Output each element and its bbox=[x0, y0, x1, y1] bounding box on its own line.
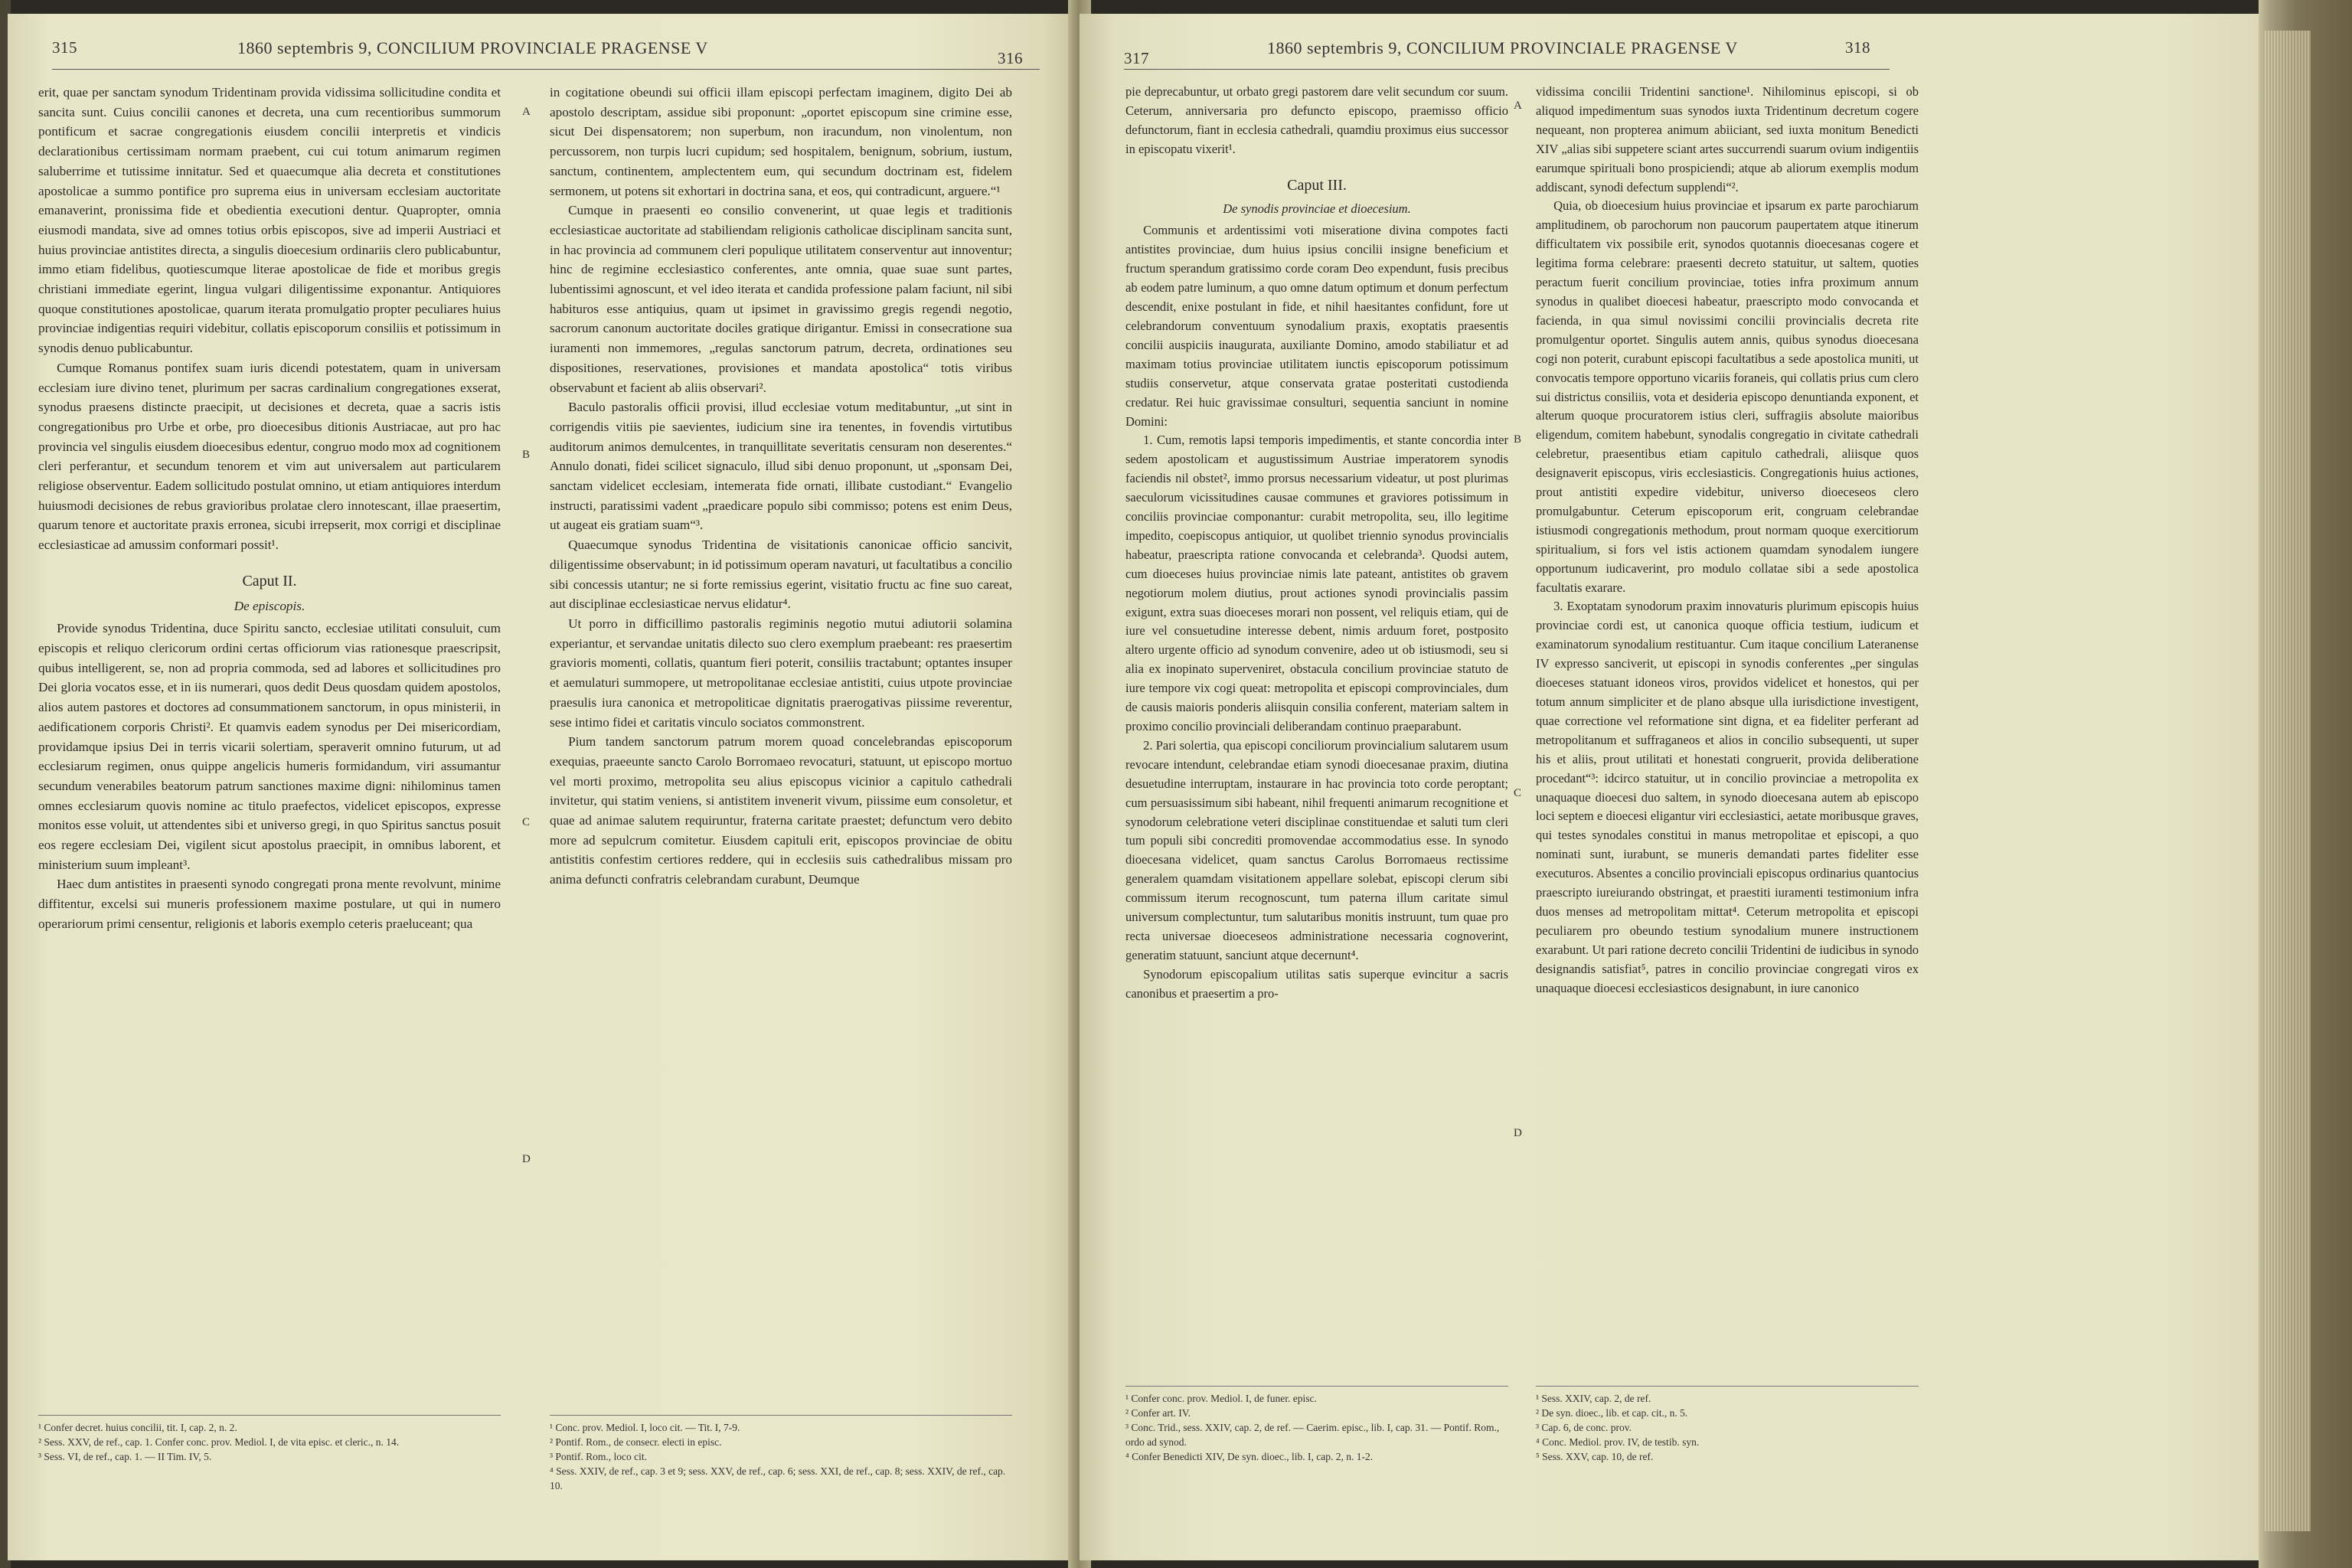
footnote: ² Pontif. Rom., de consecr. electi in episc. bbox=[550, 1436, 722, 1448]
page-number-315: 315 bbox=[52, 38, 77, 57]
footnote: ⁴ Confer Benedicti XIV, De syn. dioec., lib. I, cap. 2, n. 1-2. bbox=[1125, 1451, 1374, 1462]
running-title-left: 1860 septembris 9, CONCILIUM PROVINCIALE PRAGENSE V bbox=[237, 38, 708, 57]
left-page-column-1 bbox=[38, 83, 501, 934]
footnote: ¹ Confer decret. huius concilii, tit. I, cap. 2, n. 2. bbox=[38, 1422, 237, 1433]
paragraph: 1. Cum, remotis lapsi temporis impedimentis, et stante concordia inter sedem apostolicam et augustissimum Austriae imperatorem synodis faciendis nil obstet², immo prorsus necessarium videatur, ut post plurimas saeculorum vicissitudines causae communes et graviores potissimum in conciliis provinciae componantur: curabit metropolita, seu, illo legitime impedito, coepiscopus antiquior, ut quolibet triennio synodus provincialis habeatur, praescripta ratione convocanda et celebranda³. Quodsi autem, cum dioeceses huius provinciae nimis late pateant, antistites ob gravem negotiorum molem diutius, prout actiones synodi provincialis passim exigunt, extra suas dioeceses morari non possent, vel reliquis etiam, qui de iure vel consuetudine interesse debent, nimis arduum foret, postposito altero urgente officio ad synodum convenire, adeo ut ob istiusmodi, seu si alia ex inopinato superveniret, obstacula concilium provinciae statuto de iure tempore vix cogi queat: metropolita et episcopi comprovinciales, dum de causis maioris ponderis aliisquin consilia conferent, materiam saltem in proximo concilio provinciali deliberandam continuo praeparabunt. bbox=[1125, 433, 1508, 733]
left-page-footnotes-2 bbox=[550, 1415, 1012, 1493]
paragraph: Synodorum episcopalium utilitas satis superque evincitur a sacris canonibus et praesertim a pro- bbox=[1125, 966, 1508, 1001]
paragraph: Quaecumque synodus Tridentina de visitationis canonicae officio sancivit, diligentissime observabunt; in id potissimum operam navaturi, ut facultatibus a concilio sibi concessis utantur; ne si forte remissius egerint, visitatio fructu ac fine suo careat, aut disciplinae ecclesiasticae nervus elidatur⁴. bbox=[550, 537, 1012, 612]
section-subtitle: De episcopis. bbox=[234, 598, 305, 613]
header-rule bbox=[1124, 69, 1890, 70]
section-heading: Caput II. bbox=[242, 572, 297, 590]
running-head-left bbox=[8, 38, 1076, 67]
paragraph: Provide synodus Tridentina, duce Spiritu sancto, ecclesiae utilitati consuluit, cum episcopis et reliquo clericorum ordini certas officiorum vias rationesque praescripsit, quibus intelligerent, se, non ad propria commoda, sed ad labores et sollicitudines pro Dei gloria vocatos esse, et in iis numerari, quos dedit Deus quosdam quidem apostolos, alios autem pastores et doctores ad consummationem sanctorum, in opus ministerii, in aedificationem corporis Christi². Et quamvis eadem synodus per Dei misericordiam, providamque ipsius Dei in terris vicarii solertiam, speraverit omnino futurum, ut ad ecclesiarum regimen, onus quippe angelicis humeris formidandum, viri assumantur secundum venerabiles beatorum patrum sanctiones maxime digni: nihilominus tamen omnes ecclesiarum quovis nomine ac titulo praefectos, videlicet episcopos, expresse monitos esse voluit, ut attendentes sibi et universo gregi, in quo Spiritus sanctus posuit eos regere ecclesiam Dei, vigilent sicut apostolus praecipit, in omnibus laborent, et ministerium suum impleant³. bbox=[38, 621, 501, 872]
running-title-right: 1860 septembris 9, CONCILIUM PROVINCIALE PRAGENSE V bbox=[1267, 38, 1738, 57]
margin-letter-d: D bbox=[522, 1153, 531, 1165]
paragraph: Pium tandem sanctorum patrum morem quoad concelebrandas episcoporum exequias, praeeunte sancto Carolo Borromaeo revocaturi, statuunt, ut episcopo mortuo vel morti proximo, metropolita seu alius episcopus vicinior a capitulo cathedrali invitetur, qui statim veniens, si antistitem invenerit vivum, piissime eum consoletur, et quae ad animae salutem requiruntur, fraterna caritate praestet; defunctum vero debito more ad sepulcrum comitetur. Eiusdem capituli erit, episcopos provinciae de obitu antistitis confestim certiores reddere, qui in ecclesiis suis cathedralibus missam pro anima defuncti confratris celebrandam curabunt, Deumque bbox=[550, 734, 1012, 887]
margin-letter-d: D bbox=[1514, 1127, 1522, 1139]
header-rule bbox=[52, 69, 1040, 70]
margin-letter-c: C bbox=[522, 816, 531, 828]
section-heading: Caput III. bbox=[1287, 176, 1347, 194]
footnote: ² Sess. XXV, de ref., cap. 1. Confer conc. prov. Mediol. I, de vita episc. et cleric., n. 14. bbox=[38, 1436, 400, 1448]
paragraph: in cogitatione obeundi sui officii illam episcopi perfectam imaginem, digito Dei ab apostolo descriptam, assidue sibi proponunt: „oportet episcopum sine crimine esse, sicut Dei dispensatorem; non superbum, non iracundum, non vinolentum, non percussorem, non turpis lucri cupidum; sed hospitalem, benignum, sobrium, iustum, sanctum, continentem, amplectentem eum, qui secundum doctrinam est, fidelem sermonem, ut potens sit exhortari in doctrina sana, et eos, qui contradicunt, arguere.“¹ bbox=[550, 85, 1012, 198]
footnote: ⁴ Sess. XXIV, de ref., cap. 3 et 9; sess. XXV, de ref., cap. 6; sess. XXI, de ref., cap. 8; sess. XXIV, de ref., cap. 10. bbox=[550, 1465, 1006, 1491]
paragraph: vidissima concilii Tridentini sanctione¹. Nihilominus episcopi, si ob aliquod impedimentum suas synodos iuxta Tridentinum decretum cogere nequeant, non propterea animum abiiciant, sed iuxta monitum Benedicti XIV „alias sibi suppetere sciant artes succurrendi suarum ovium indigentiis earumque spirituali bono prospiciendi; atque ab aliorum exemplis modum addiscant, synodi defectum supplendi“². bbox=[1536, 84, 1919, 194]
footnote: ² De syn. dioec., lib. et cap. cit., n. 5. bbox=[1536, 1407, 1688, 1419]
left-page-column-2 bbox=[550, 83, 1012, 890]
page-number-317: 317 bbox=[1124, 49, 1149, 67]
section-subtitle: De synodis provinciae et dioecesium. bbox=[1223, 201, 1411, 216]
paragraph: erit, quae per sanctam synodum Tridentinam provida vidissima sollicitudine condita et sancita sunt. Cuius concilii canones et decreta, una cum recentioribus summorum pontificum et sacrae congregationis eiusdem concilii interpretis et vindicis declarationibus certissimam normam praebent, cui cui totum animarum regimen saluberrime et tutissime innitatur. Sed et quaecumque alia decreta et constitutiones apostolicae a summo pontifice pro suprema eius in universam ecclesiam auctoritate emanaverint, pronissima fide et obedientia executioni dentur. Quapropter, omnia eiusmodi mandata, sive ad omnes totius orbis episcopos, sive ad imperii Austriaci et huius provinciae antistites directa, a singulis dioecesium ordinariis clero publicabuntur, immo etiam fidelibus, quotiescumque literae apostolicae de fide et moribus gregis christiani immediate egerint, lingua vulgari diligentissime exponantur. Antiquiores quoque constitutiones apostolicae, quarum iterata promulgatio propter peculiares huius provinciae indigentias requiri videbitur, collatis episcoporum consiliis et potissimum in synodis denuo publicabuntur. bbox=[38, 85, 501, 356]
margin-letter-b: B bbox=[1514, 433, 1522, 446]
paragraph: pie deprecabuntur, ut orbato gregi pastorem dare velit secundum cor suum. Ceterum, anniversaria pro defuncto episcopo, praemisso officio defunctorum, fiant in ecclesia cathedrali, quamdiu proximus eius successor in episcopatu vixerit¹. bbox=[1125, 84, 1508, 156]
right-page-footnotes-1 bbox=[1125, 1386, 1508, 1464]
paragraph: 2. Pari solertia, qua episcopi conciliorum provincialium salutarem usum revocare intendunt, celebrandae etiam synodi dioecesanae praxim, diutina desuetudine interruptam, instaurare in hac provincia toto corde peroptant; cum persuasissimum sibi habeant, nihil frequenti animarum recognitione et synodorum celebratione veteri disciplinae constituendae et saluti tum cleri tum populi sibi concrediti promovendae accommodatius esse. In synodo dioecesana videlicet, quam sanctus Carolus Borromaeus rectissime generalem quamdam visitationem appellare solebat, episcopi clerum sibi commissum iterum recognoscunt, tum paterna illum caritate simul universum complectuntur, tum salutaribus monitis instruunt, tum quae pro recta universae dioeceseos administratione necessaria cognoverint, generatim statuunt, sanciunt atque decernunt⁴. bbox=[1125, 737, 1508, 962]
margin-letter-a: A bbox=[1514, 100, 1522, 112]
paragraph: Communis et ardentissimi voti miseratione divina compotes facti antistites provinciae, dum huius ipsius concilii insigne beneficium et fructum sperandum gratissimo corde coram Deo expendunt, fusis precibus ab eodem patre luminum, a quo omne datum optimum et donum perfectum descendit, enixe postulant in fide, et nihil haesitantes confidunt, fore ut celebrandorum conventuum synodalium praxis, exoptatis praesentis concilii auspiciis inaugurata, auxiliante Domino, amodo stabiliatur et ad maximam totius provinciae utilitatem iunctis episcoporum potissimum studiis conservetur, atque conservata gratae posteritati custodienda credatur. Rei huic gravissimae consulturi, sequentia sanciunt in nomine Domini: bbox=[1125, 223, 1508, 429]
footnote: ¹ Conc. prov. Mediol. I, loco cit. — Tit. I, 7-9. bbox=[550, 1422, 740, 1433]
margin-letter-c: C bbox=[1514, 787, 1522, 799]
paragraph: Quia, ob dioecesium huius provinciae et ipsarum ex parte parochiarum amplitudinem, ob parochorum non paucorum paupertatem atque itinerum difficultatem vix possibile erit, synodos quotannis dioecesanas cogere et legitima forma celebrare: praesenti decreto statuitur, ut saltem, quoties peractum fuerit concilium provinciae, toties infra proximum annum synodus in qualibet dioecesi habeatur, praescripto modo convocanda et facienda, in qua simul novissimi concilii provincialis decreta rite promulgentur oportet. Singulis autem annis, quibus synodus dioecesana cogi non poterit, curabunt episcopi facultatibus a sede apostolica muniti, ut convocatis tempore opportuno vicariis foraneis, qui collatis prius cum clero sui districtus consiliis, vota et desideria episcopo denuntianda exponent, et alterum quoque procuratorem istius cleri, suffragiis absolute maioribus eligendum, comitem habebunt, synodalis congregatio in civitate cathedrali celebretur, praesentibus etiam capitulo cathedrali, aliisque quos designaverit episcopus, viris ecclesiasticis. Congregationis huius actiones, prout antistiti expedire videbitur, universo dioeceseos clero promulgabuntur. Ceterum episcoporum erit, congruam celebrandae istiusmodi congregationis methodum, prout normam quoque exercitiorum spiritualium, si fors vel istis actionem quamdam synodalem iungere opportunum iudicaverint, pro modulo collatae sibi a sede apostolica facultatis exarare. bbox=[1536, 198, 1919, 595]
paragraph: Cumque in praesenti eo consilio convenerint, ut quae legis et traditionis ecclesiasticae auctoritate ad stabiliendam religionis catholicae disciplinam sancita sunt, in hac provincia ad communem cleri populique utilitatem conserventur aut innoventur; hinc de regimine ecclesiastico conferentes, ante omnia, quae suae sunt partes, lubentissimi agnoscunt, et vel ideo iterata et candida professione palam faciunt, nil sibi habituros esse antiquius, quam ut ipsimet in gravissimo gregis regendi negotio, sacrorum canonum auctoritate dociles gratique dirigantur. Emissi in consecratione sua iuramenti non immemores, „regulas sanctorum patrum, decreta, ordinationes seu dispositiones, reservationes, provisiones et mandata apostolica“ totis viribus observabunt et facient ab aliis observari². bbox=[550, 203, 1012, 395]
footnote: ¹ Confer conc. prov. Mediol. I, de funer. episc. bbox=[1125, 1393, 1317, 1404]
right-page bbox=[1080, 14, 2259, 1560]
footnote: ³ Conc. Trid., sess. XXIV, cap. 2, de ref. — Caerim. episc., lib. I, cap. 31. — Pontif. Rom., ordo ad synod. bbox=[1125, 1422, 1500, 1448]
left-page-footnotes-1 bbox=[38, 1415, 501, 1464]
book-page-edges bbox=[2259, 0, 2352, 1568]
right-page-footnotes-2 bbox=[1536, 1386, 1919, 1464]
paragraph: Baculo pastoralis officii provisi, illud ecclesiae votum meditabuntur, „ut sint in corrigendis vitiis pie saevientes, iudicium sine ira tenentes, in fovendis virtutibus auditorum animos demulcentes, in tranquillitate severitatis censuram non deserentes.“ Annulo donati, fidei scilicet signaculo, illud sibi denuo proponunt, ut „sponsam Dei, sanctam videlicet ecclesiam, intemerata fide ornati, illibate custodiant.“ Evangelio instructi, paratissimi vadent „praedicare populo sibi commisso; potens est enim Deus, ut augeat eis gratiam suam“³. bbox=[550, 400, 1012, 533]
right-page-column-1 bbox=[1125, 83, 1508, 1004]
footnote: ¹ Sess. XXIV, cap. 2, de ref. bbox=[1536, 1393, 1651, 1404]
footnote: ³ Sess. VI, de ref., cap. 1. — II Tim. IV, 5. bbox=[38, 1451, 212, 1462]
paragraph: Haec dum antistites in praesenti synodo congregati prona mente revolvunt, minime diffitentur, excelsi sui muneris professionem maxime postulare, ut qui in numero operariorum primi censentur, religionis et laboris exemplo ceteris praeluceant; qua bbox=[38, 877, 501, 931]
footnote: ³ Pontif. Rom., loco cit. bbox=[550, 1451, 648, 1462]
footnote: ⁵ Sess. XXV, cap. 10, de ref. bbox=[1536, 1451, 1654, 1462]
page-edge-stripes bbox=[2265, 31, 2311, 1531]
paragraph: 3. Exoptatam synodorum praxim innovaturis plurimum episcopis huius provinciae cordi est, ut canonica quoque officia testium, iudicum et examinatorum synodalium restituantur. Cum itaque concilium Lateranense IV expresso sanciverit, ut episcopi in synodis conferentes „per singulas dioeceses statuant idoneos viros, providos videlicet et honestos, qui per totum annum simpliciter et de plano absque ulla iurisdictione investigent, quae correctione vel reformatione sint digna, et ea fideliter perferant ad metropolitanum et suffraganeos et alios in concilio subsequenti, ut super his et aliis, prout utilitati et honestati congruerit, provida deliberatione procedant“³: idcirco statuitur, ut in concilio provinciae a metropolita ex unaquaque dioecesi duo saltem, in synodo dioecesana autem ab episcopo loci septem e dioecesi eligantur viri ecclesiastici, aetate moribusque graves, qui testes synodales constitui in manus metropolitae et episcopi, a quo nominati sunt, iurabunt, se muneris demandati partes fideliter esse executuros. Absentes a concilio provinciali episcopus ordinarius quantocius praescripto iureiurando obstringat, et praestiti iuramenti testimonium infra duos menses ad metropolitam mittat⁴. Ceterum metropolita et episcopi peculiarem pro obeundo testium synodalium munere instructionem exarabunt. Ut pari ratione decreto concilii Tridentini de iudicibus in synodo designandis satisfiat⁵, patres in concilio provinciae congregati viros ex unaquaque dioecesi ecclesiasticos designabunt, in iure canonico bbox=[1536, 599, 1919, 995]
page-number-318: 318 bbox=[1845, 38, 1870, 57]
running-head-right bbox=[1080, 38, 2259, 67]
left-page bbox=[8, 14, 1076, 1560]
paragraph: Cumque Romanus pontifex suam iuris dicendi potestatem, quam in universam ecclesiam iure divino tenet, plurimum per sacras cardinalium congregationes exserat, synodus praesens distincte praecipit, ut decisiones et decreta, quae a sacris istis congregationibus pro Urbe et orbe, pro dioecesibus ditionis Austriacae, aut pro hac provincia vel singulis eiusdem dioecesibus edentur, congruo modo mox ad cognitionem cleri perferantur, et secundum tenorem et vim aut universalem aut particularem religiose observentur. Eadem sollicitudo postulat omnino, ut etiam antiquiores interdum huiusmodi decisiones de rebus gravioribus prolatae clero innotescant, illae praesertim, quarum tenore et auctoritate praxis erronea, sicubi irrepserit, mox corrigi et disciplinae ecclesiasticae ad amussim conformari possit¹. bbox=[38, 360, 501, 553]
margin-letter-b: B bbox=[522, 449, 531, 461]
footnote: ⁴ Conc. Mediol. prov. IV, de testib. syn. bbox=[1536, 1436, 1700, 1448]
footnote: ³ Cap. 6, de conc. prov. bbox=[1536, 1422, 1632, 1433]
paragraph: Ut porro in difficillimo pastoralis regiminis negotio mutui adiutorii solamina experiantur, et servandae unitatis dilecto suo clero exemplum praebeant: res praesertim gravioris momenti, collatis, quantum fieri poterit, consiliis tractabunt; optantes insuper et aemulaturi summopere, ut metropolitanae ecclesiae antistiti, cuius utpote provinciae praesulis iura canonica et metropoliticae dignitatis praerogativas piissime reverentur, sese intimo fidei et caritatis vinculo sociatos commonstrent. bbox=[550, 616, 1012, 730]
right-page-column-2 bbox=[1536, 83, 1919, 998]
footnote: ² Confer art. IV. bbox=[1125, 1407, 1191, 1419]
page-number-316: 316 bbox=[998, 49, 1023, 67]
margin-letter-a: A bbox=[522, 106, 531, 118]
